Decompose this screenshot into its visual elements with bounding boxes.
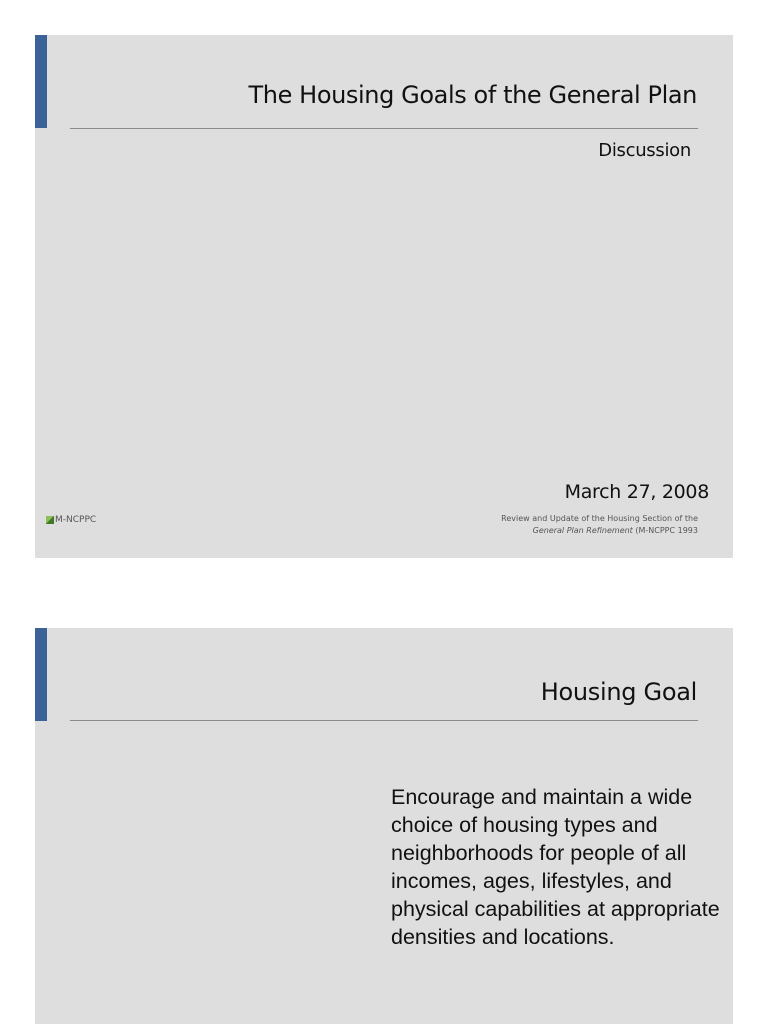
footer-line-1: Review and Update of the Housing Section of the — [501, 514, 698, 523]
footer-line-2-rest: (M-NCPPC 1993 — [632, 526, 698, 535]
footer-italic-title: General Plan Refinement — [532, 526, 633, 535]
title-rule — [70, 128, 698, 129]
slide-2 — [35, 628, 733, 1024]
accent-bar — [35, 35, 47, 128]
org-logo — [46, 515, 96, 525]
title-rule — [70, 720, 698, 721]
slide-title: The Housing Goals of the General Plan — [248, 81, 697, 109]
slide-title: Housing Goal — [540, 678, 697, 706]
footer-note — [438, 513, 698, 537]
goal-statement: Encourage and maintain a wide choice of housing types and neighborhoods for people of all incomes, ages, lifestyles, and physical capabilities at appropriate densities and locations. — [391, 785, 720, 949]
slide-subtitle: Discussion — [598, 140, 691, 161]
mncppc-leaf-logo-icon — [46, 516, 54, 524]
presentation-date: March 27, 2008 — [564, 481, 709, 503]
footer-line-2 — [438, 525, 698, 537]
accent-bar — [35, 628, 47, 721]
slide-1 — [35, 35, 733, 558]
org-logo-text: M-NCPPC — [55, 515, 97, 525]
